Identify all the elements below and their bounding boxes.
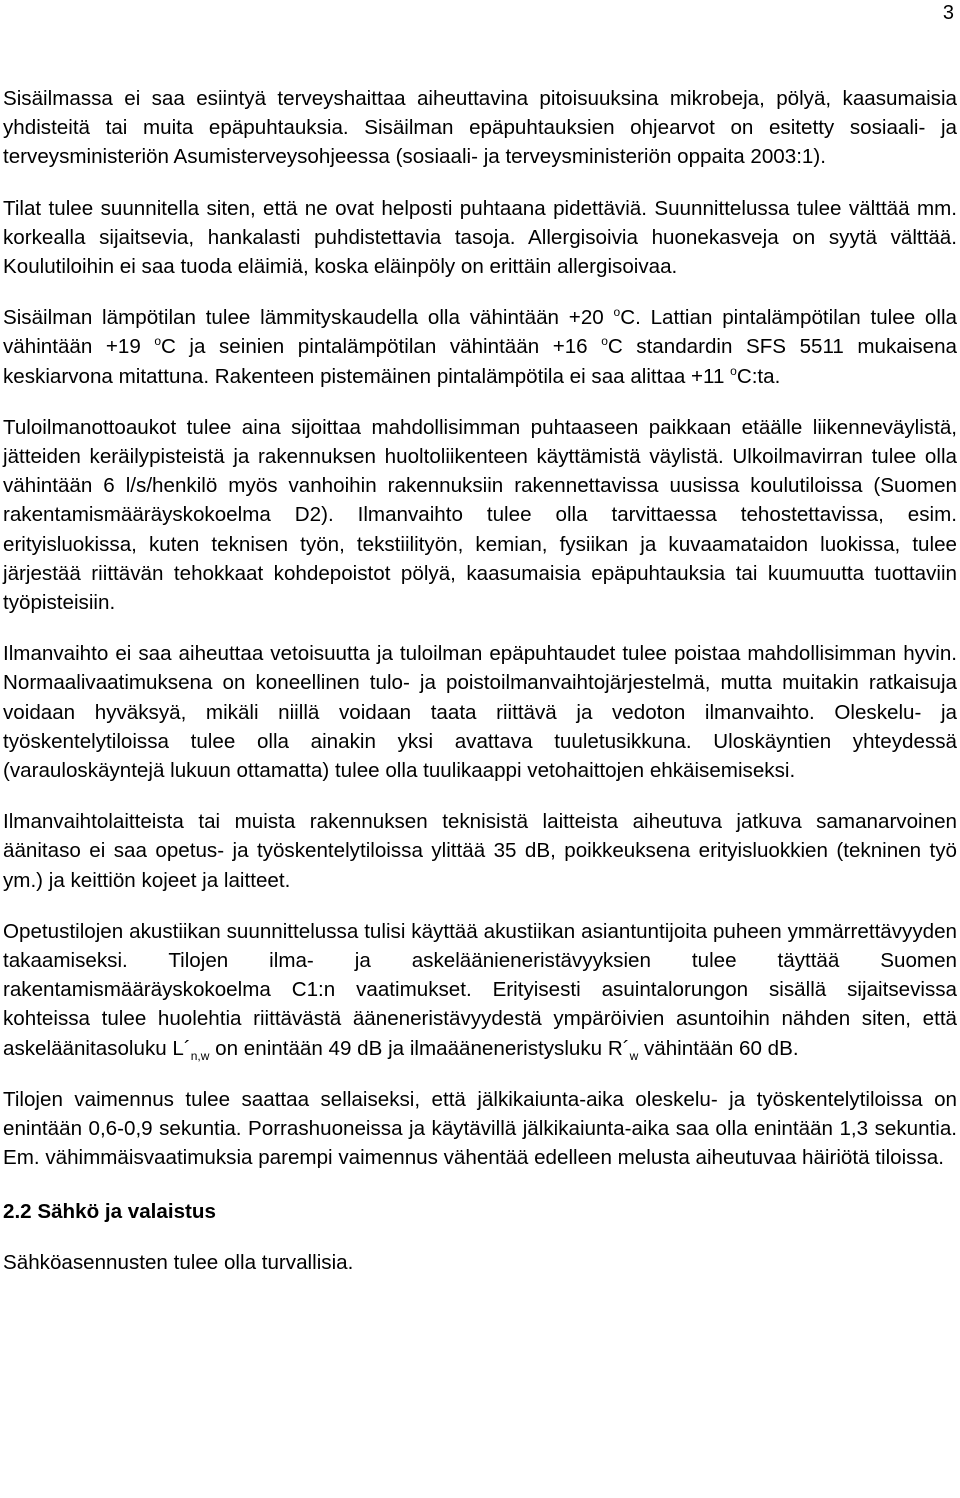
paragraph-electrical-safety: Sähköasennusten tulee olla turvallisia. — [3, 1250, 354, 1274]
temperature-text-c: C ja seinien pintalämpötilan vähintään +16 — [161, 335, 602, 359]
paragraph-air-intake: Tuloilmanottoaukot tulee aina sijoittaa mahdollisimman puhtaaseen paikkaan etäälle liikenneväylistä, jätteiden keräilypisteistä ja rakennuksen huoltoliikenteen käyttämistä väylistä. Ulkoilmavirran tulee olla vähintään 6 l/s/henkilö myös vanhoihin rakennuksiin rakennettavissa uusissa koulutiloissa (Suomen rakentamismääräyskokoelma D2). Ilmanvaihto tulee olla tarvittaessa tehostettavissa, esim. erityisluokissa, kuten teknisen työn, tekstiilityön, kemian, fysiikan ja kuvaamataidon luokissa, tulee järjestää riittävän tehokkaat kohdepoistot pölyä, kaasumaisia epäpuhtauksia tai kuumuutta tuottaviin työpisteisiin. — [3, 415, 957, 615]
paragraph-damping: Tilojen vaimennus tulee saattaa sellaiseksi, että jälkikaiunta-aika oleskelu- ja työskentelytiloissa on enintään 0,6-0,9 sekuntia. Porrashuoneissa ja käytävillä jälkikaiunta-aika saa olla enintään 1,3 sekuntia. Em. vähimmäisvaatimuksia parempi vaimennus vähentää edelleen melusta aiheutuvaa häiriötä tiloissa. — [3, 1087, 957, 1170]
paragraph-acoustics — [3, 917, 957, 1063]
temperature-text-e: C:ta. — [736, 364, 781, 388]
paragraph-cleanability: Tilat tulee suunnitella siten, että ne ovat helposti puhtaana pidettäviä. Suunnittelussa tulee välttää mm. korkealla sijaitsevia, hankalasti puhdistettavia tasoja. Allergisoivia huonekasveja on syytä välttää. Koulutiloihin ei saa tuoda eläimiä, koska eläinpöly on erittäin allergisoivaa. — [3, 196, 957, 279]
subscript-nw: n,w — [190, 1048, 210, 1063]
degree-superscript: o — [601, 334, 608, 349]
degree-superscript: o — [613, 305, 621, 320]
temperature-text-a: Sisäilman lämpötilan tulee lämmityskaudella olla vähintään +20 — [3, 306, 614, 330]
temperature-text-b: C. Lattian pintalämpötilan tulee olla vähintään +19 — [3, 306, 957, 359]
degree-superscript: o — [730, 363, 737, 378]
document-body — [3, 84, 957, 1277]
acoustics-text-b: on enintään 49 dB ja ilmaääneneristysluku R´ — [209, 1036, 630, 1060]
acoustics-text-a: Opetustilojen akustiikan suunnittelussa tulisi käyttää akustiikan asiantuntijoita puheen ymmärrettävyyden takaamiseksi. Tilojen ilma- ja askeläänieneristävyyksien tulee täyttää Suomen rakentamismääräyskokoelma C1:n vaatimukset. Erityisesti asuintalorungon sisällä sijaitsevissa kohteissa tulee huolehtia riittävästä ääneneristävyydestä ympäröivien asuntoihin nähden siten, että askeläänitasoluku L´ — [3, 919, 957, 1060]
acoustics-text-c: vähintään 60 dB. — [638, 1036, 799, 1060]
paragraph-ventilation: Ilmanvaihto ei saa aiheuttaa vetoisuutta ja tuloilman epäpuhtaudet tulee poistaa mahdollisimman hyvin. Normaalivaatimuksena on koneellinen tulo- ja poistoilmanvaihtojärjestelmä, mutta muitakin ratkaisuja voidaan hyväksyä, mikäli niillä voidaan taata riittävä ja vedoton ilmanvaihto. Oleskelu- ja työskentelytiloissa tulee olla ainakin yksi avattava tuuletusikkuna. Uloskäyntien yhteydessä (varauloskäyntejä lukuun ottamatta) tulee olla tuulikaappi vetohaittojen ehkäisemiseksi. — [3, 642, 957, 783]
page-number: 3 — [942, 2, 954, 24]
paragraph-temperature — [3, 303, 957, 391]
section-heading: 2.2 Sähkö ja valaistus — [3, 1199, 216, 1223]
degree-superscript: o — [154, 334, 162, 349]
temperature-text-d: C standardin SFS 5511 mukaisena keskiarvona mitattuna. Rakenteen pistemäinen pintalämpötila ei saa alittaa +11 — [3, 335, 957, 388]
paragraph-indoor-air-impurities: Sisäilmassa ei saa esiintyä terveyshaittaa aiheuttavina pitoisuuksina mikrobeja, pölyä, kaasumaisia yhdisteitä tai muita epäpuhtauksia. Sisäilman epäpuhtauksien ohjearvot on esitetty sosiaali- ja terveysministeriön Asumisterveysohjeessa (sosiaali- ja terveysministeriön oppaita 2003:1). — [3, 87, 957, 169]
subscript-w: w — [629, 1048, 639, 1063]
paragraph-noise-level: Ilmanvaihtolaitteista tai muista rakennuksen teknisistä laitteista aiheutuva jatkuva samanarvoinen äänitaso ei saa opetus- ja työskentelytiloissa ylittää 35 dB, poikkeuksena erityisluokkien (tekninen työ ym.) ja keittiön kojeet ja laitteet. — [3, 810, 957, 892]
